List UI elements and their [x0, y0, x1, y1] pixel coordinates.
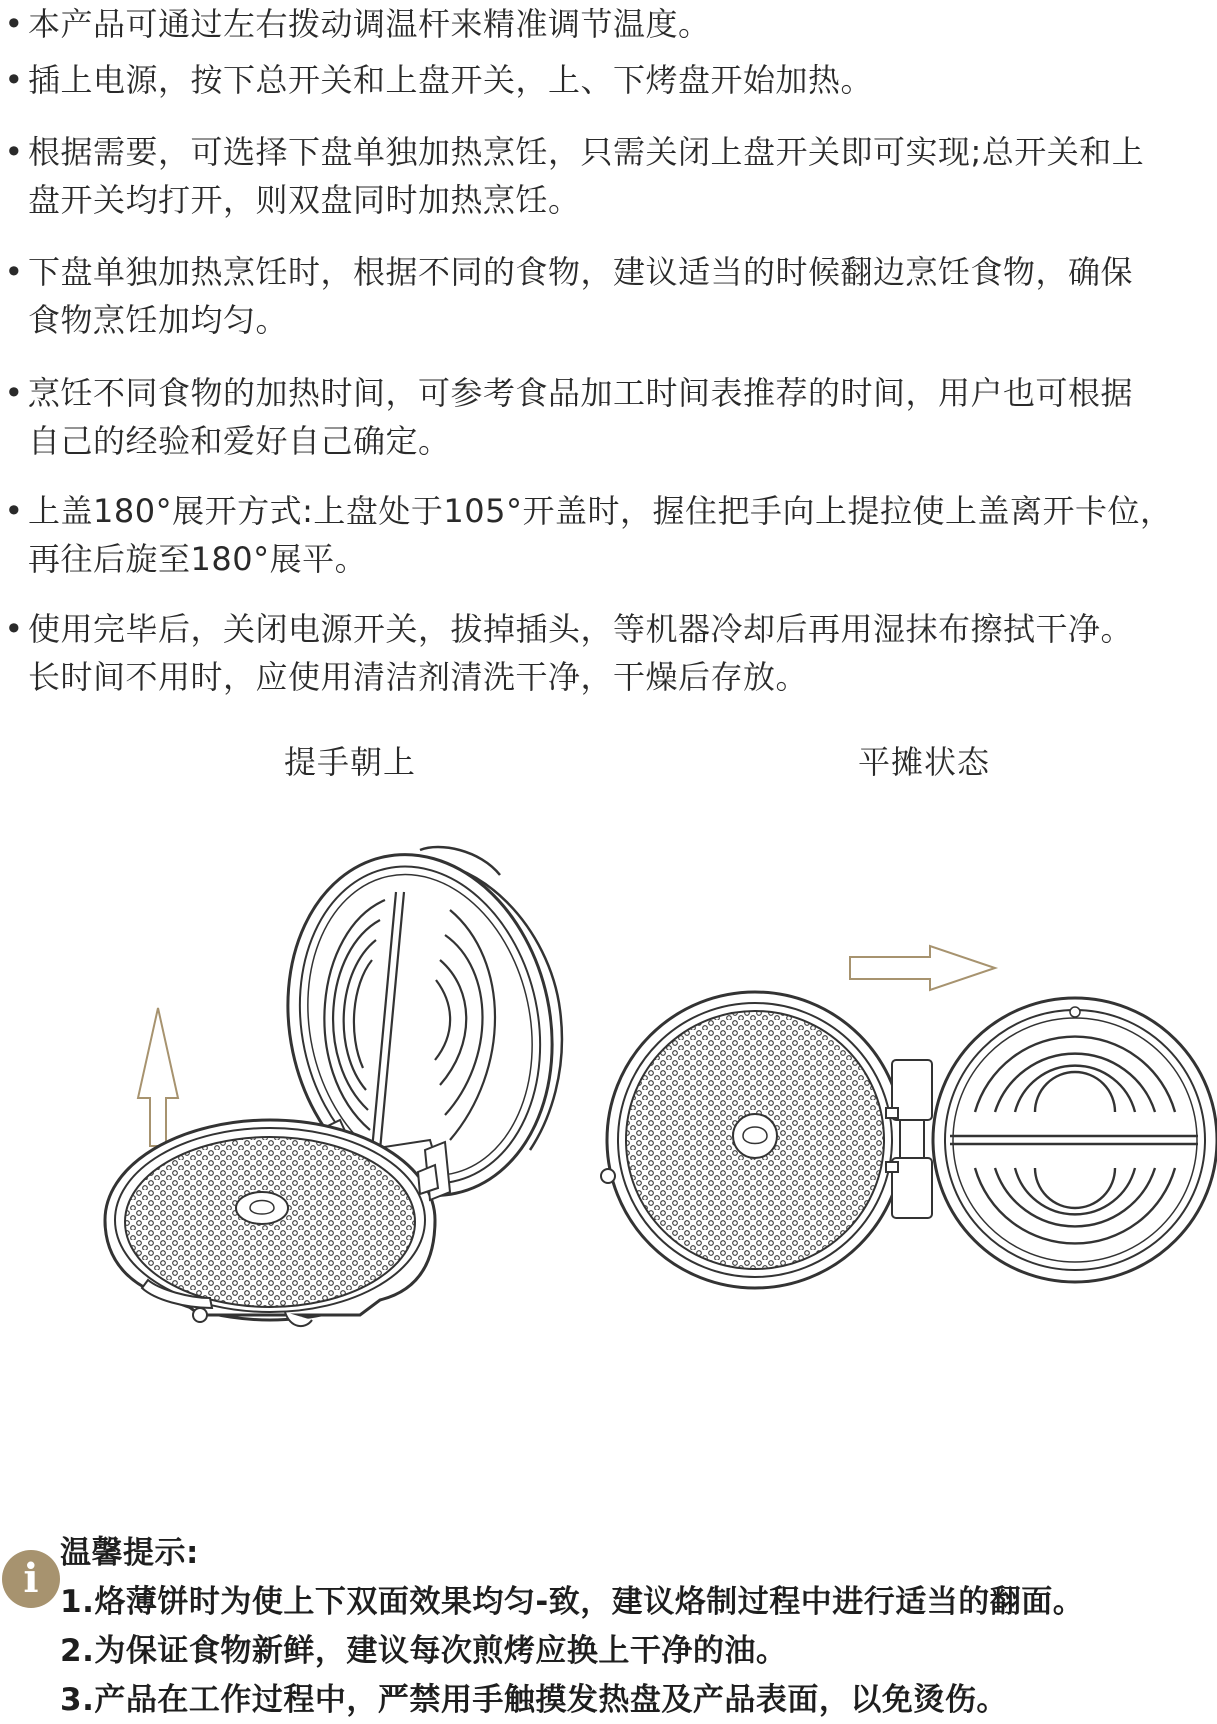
bullet-dot: •: [4, 5, 24, 43]
bullet-text: 本产品可通过左右拨动调温杆来精准调节温度。: [28, 5, 711, 43]
up-arrow-icon: [138, 1008, 178, 1146]
right-arrow-icon: [850, 946, 995, 990]
bullet-dot: •: [4, 61, 24, 99]
bullet-text: 烹饪不同食物的加热时间，可参考食品加工时间表推荐的时间，用户也可根据 自己的经验和爱好自己确定。: [28, 374, 1134, 460]
tips-title: 温馨提示:: [60, 1535, 199, 1571]
info-icon: i: [2, 1550, 60, 1608]
tip-item: 3.产品在工作过程中，严禁用手触摸发热盘及产品表面，以免烫伤。: [60, 1682, 1008, 1718]
tip-item: 2.为保证食物新鲜，建议每次煎烤应换上干净的油。: [60, 1633, 788, 1669]
tip-item: 1.烙薄饼时为使上下双面效果均匀-致，建议烙制过程中进行适当的翻面。: [60, 1584, 1085, 1620]
bullet-text: 根据需要，可选择下盘单独加热烹饪，只需关闭上盘开关即可实现;总开关和上 盘开关均打开，则双盘同时加热烹饪。: [28, 133, 1145, 219]
caption-handle-up: 提手朝上: [284, 743, 417, 781]
bullet-dot: •: [4, 133, 24, 171]
bullet-dot: •: [4, 610, 24, 648]
bullet-text: 上盖180°展开方式:上盘处于105°开盖时，握住把手向上提拉使上盖离开卡位， 再往后旋至180°展平。: [28, 492, 1173, 578]
bullet-text: 插上电源，按下总开关和上盘开关，上、下烤盘开始加热。: [28, 61, 874, 99]
bullet-dot: •: [4, 253, 24, 291]
bullet-dot: •: [4, 492, 24, 530]
open-grill-illustration: [100, 820, 580, 1440]
caption-flat-state: 平摊状态: [858, 743, 991, 781]
bullet-text: 下盘单独加热烹饪时，根据不同的食物，建议适当的时候翻边烹饪食物，确保 食物烹饪加均匀。: [28, 253, 1134, 339]
flat-grill-illustration: [600, 930, 1217, 1310]
bullet-text: 使用完毕后，关闭电源开关，拔掉插头，等机器冷却后再用湿抹布擦拭干净。 长时间不用时，应使用清洁剂清洗干净，干燥后存放。: [28, 610, 1134, 696]
bullet-dot: •: [4, 374, 24, 412]
